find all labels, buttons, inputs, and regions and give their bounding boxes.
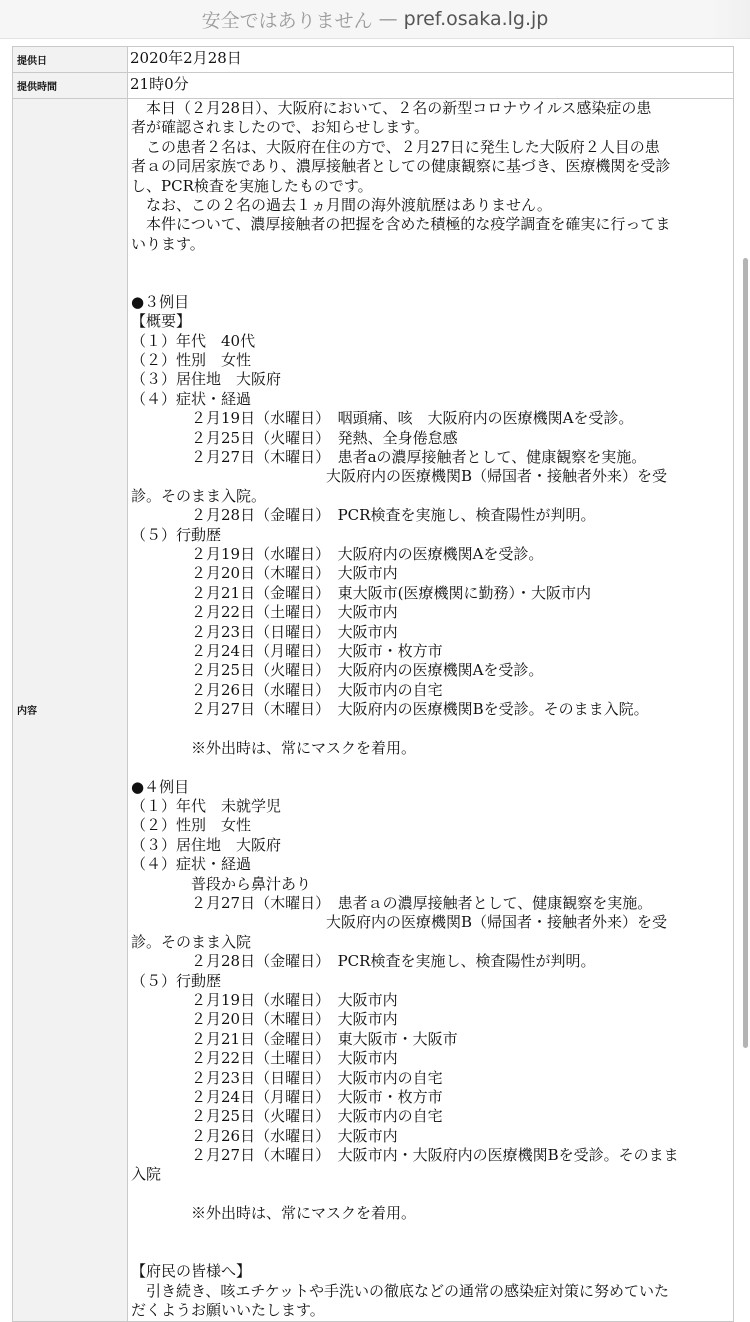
- insecure-connection-label: 安全ではありません: [201, 9, 373, 32]
- content-line: （５）行動歴: [131, 525, 222, 544]
- content-line: [131, 720, 730, 739]
- content-line: ２月19日（水曜日） 咽頭痛、咳 大阪府内の医療機関Aを受診。: [131, 409, 634, 428]
- content-line: [131, 1243, 730, 1262]
- content-line: ２月19日（水曜日） 大阪市内: [131, 990, 398, 1009]
- table-row: [13, 47, 734, 73]
- content-line: （３）居住地 大阪府: [131, 370, 282, 389]
- site-host: pref.osaka.lg.jp: [403, 8, 549, 30]
- content-line: （１）年代 40代: [131, 331, 256, 350]
- content-line: ２月27日（木曜日） 患者ａの濃厚接触者として、健康観察を実施。: [131, 894, 653, 913]
- content-line: この患者２名は、大阪府在住の方で、２月27日に発生した大阪府２人目の患: [131, 137, 660, 156]
- content-line: ２月20日（木曜日） 大阪市内: [131, 564, 398, 583]
- time-label: 提供時間: [13, 73, 128, 99]
- content-line: ※外出時は、常にマスクを着用。: [131, 1204, 417, 1223]
- content-line: ２月20日（木曜日） 大阪市内: [131, 1010, 398, 1029]
- content-line: ２月26日（水曜日） 大阪市内の自宅: [131, 680, 443, 699]
- content-line: 者ａの同居家族であり、濃厚接触者としての健康観察に基づき、医療機関を受診: [131, 157, 671, 176]
- content-line: ２月25日（火曜日） 大阪府内の医療機関Aを受診。: [131, 661, 544, 680]
- address-bar[interactable]: [0, 0, 750, 39]
- content-line: ※外出時は、常にマスクを着用。: [131, 738, 417, 757]
- content-line: ２月23日（日曜日） 大阪市内: [131, 622, 398, 641]
- content-line: ２月27日（木曜日） 大阪府内の医療機関Bを受診。そのまま入院。: [131, 700, 649, 719]
- content-line: ２月21日（金曜日） 東大阪市・大阪市: [131, 1029, 458, 1048]
- content-line: ２月24日（月曜日） 大阪市・枚方市: [131, 1087, 443, 1106]
- content-line: [131, 1224, 730, 1243]
- content-line: し、PCR検査を実施したものです。: [131, 176, 373, 195]
- date-value: 2020年2月28日: [128, 47, 734, 73]
- content-line: ２月27日（木曜日） 大阪市内・大阪府内の医療機関Bを受診。そのまま: [131, 1146, 679, 1165]
- date-label: 提供日: [13, 47, 128, 73]
- content-label: 内容: [13, 99, 128, 1322]
- content-line: （５）行動歴: [131, 971, 222, 990]
- content-line: 引き続き、咳エチケットや手洗いの徹底などの通常の感染症対策に努めていた: [131, 1281, 670, 1300]
- content-line: （４）症状・経過: [131, 855, 252, 874]
- content-line: ２月19日（水曜日） 大阪府内の医療機関Aを受診。: [131, 544, 544, 563]
- content-line: 者が確認されましたので、お知らせします。: [131, 118, 430, 137]
- content-line: [131, 254, 730, 273]
- content-line: だくようお願いいたします。: [131, 1301, 325, 1320]
- vertical-scrollbar[interactable]: [743, 258, 748, 1048]
- content-line: ２月23日（日曜日） 大阪市内の自宅: [131, 1068, 443, 1087]
- content-line: [131, 1185, 730, 1204]
- content-line: 【概要】: [131, 312, 192, 331]
- content-line: 大阪府内の医療機関B（帰国者・接触者外来）を受: [131, 467, 668, 486]
- content-line: ２月24日（月曜日） 大阪市・枚方市: [131, 641, 443, 660]
- toolbar-fade: [710, 0, 750, 38]
- content-line: ２月26日（水曜日） 大阪市内: [131, 1126, 398, 1145]
- content-cell: [128, 99, 734, 1322]
- content-line: （２）性別 女性: [131, 351, 252, 370]
- press-release-table: [12, 46, 734, 1322]
- content-line: ２月25日（火曜日） 発熱、全身倦怠感: [131, 428, 458, 447]
- content-line: 【府民の皆様へ】: [131, 1262, 252, 1281]
- content-line: ●３例目: [131, 292, 190, 311]
- content-line: 診。そのまま入院: [131, 932, 252, 951]
- content-line: ２月28日（金曜日） PCR検査を実施し、検査陽性が判明。: [131, 506, 596, 525]
- content-line: 本件について、濃厚接触者の把握を含めた積極的な疫学調査を確実に行ってま: [131, 215, 671, 234]
- table-row: [13, 73, 734, 99]
- content-line: なお、この２名の過去１ヵ月間の海外渡航歴はありません。: [131, 195, 552, 214]
- content-line: 入院: [131, 1165, 162, 1184]
- content-line: ２月27日（木曜日） 患者aの濃厚接触者として、健康観察を実施。: [131, 448, 647, 467]
- address-separator: —: [378, 8, 398, 30]
- content-line: 本日（２月28日）、大阪府において、２名の新型コロナウイルス感染症の患: [131, 99, 652, 117]
- content-line: （４）症状・経過: [131, 389, 252, 408]
- content-line: 大阪府内の医療機関B（帰国者・接触者外来）を受: [131, 913, 668, 932]
- content-line: [131, 758, 730, 777]
- content-line: いります。: [131, 234, 205, 253]
- table-row: [13, 99, 734, 1322]
- content-line: ２月21日（金曜日） 東大阪市(医療機関に勤務）・大阪市内: [131, 583, 591, 602]
- content-line: （１）年代 未就学児: [131, 797, 282, 816]
- content-line: ２月22日（土曜日） 大阪市内: [131, 603, 398, 622]
- content-line: 診。そのまま入院。: [131, 486, 267, 505]
- content-line: ●４例目: [131, 777, 190, 796]
- content-line: ２月22日（土曜日） 大阪市内: [131, 1049, 398, 1068]
- time-value: 21時0分: [128, 73, 734, 99]
- content-line: （２）性別 女性: [131, 816, 252, 835]
- content-line: （３）居住地 大阪府: [131, 835, 282, 854]
- content-line: [131, 274, 730, 293]
- content-body: [128, 99, 733, 1321]
- content-line: 普段から鼻汁あり: [131, 874, 312, 893]
- content-line: ２月25日（火曜日） 大阪市内の自宅: [131, 1107, 443, 1126]
- content-line: ２月28日（金曜日） PCR検査を実施し、検査陽性が判明。: [131, 952, 596, 971]
